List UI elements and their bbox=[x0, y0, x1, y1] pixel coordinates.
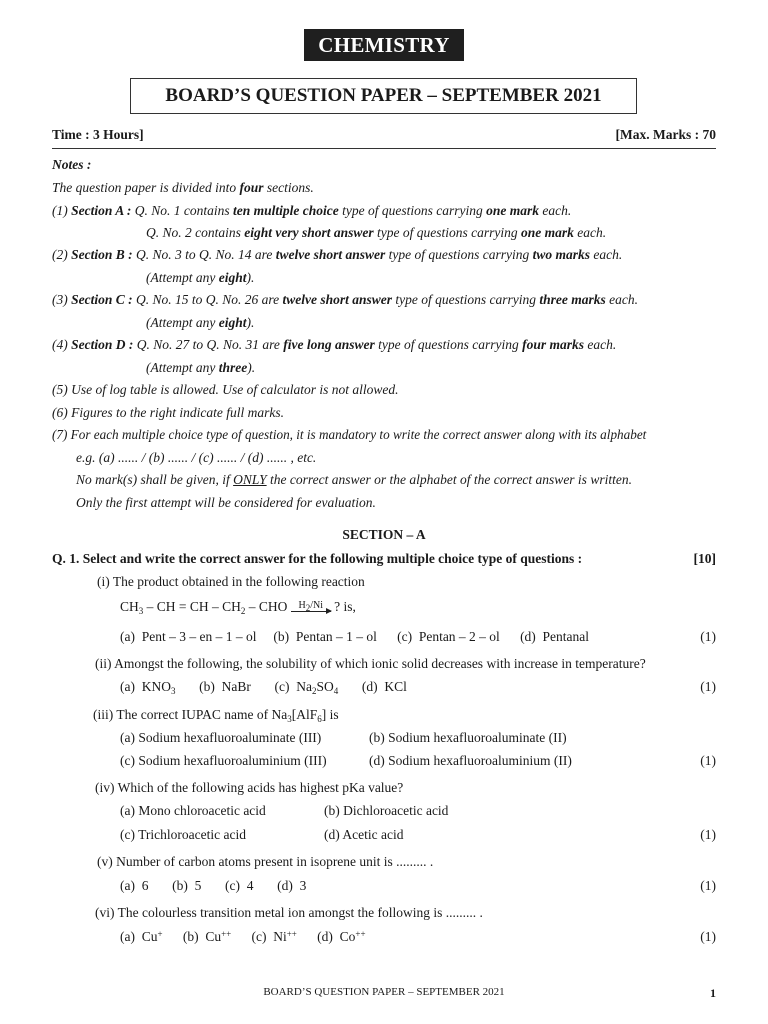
marks-iii: (1) bbox=[700, 753, 716, 768]
footer-text: BOARD’S QUESTION PAPER – SEPTEMBER 2021 bbox=[263, 986, 505, 998]
question-v: (v) Number of carbon atoms present in isoprene unit is ......... . bbox=[97, 854, 434, 869]
question-vi: (vi) The colourless transition metal ion amongst the following is ......... . bbox=[95, 905, 483, 920]
page-number: 1 bbox=[710, 986, 716, 1000]
option-iv-b: (b) Dichloroacetic acid bbox=[324, 803, 449, 818]
marks-ii: (1) bbox=[700, 679, 716, 694]
notes-intro: The question paper is divided into four sections. bbox=[52, 180, 314, 195]
time-label: Time : 3 Hours] bbox=[52, 127, 144, 142]
note-5: (5) Use of log table is allowed. Use of calculator is not allowed. bbox=[52, 382, 399, 397]
note-7c: No mark(s) shall be given, if ONLY the correct answer or the alphabet of the correct answer is written. bbox=[76, 472, 632, 487]
options-v: (a) 6 (b) 5 (c) 4 (d) 3 bbox=[120, 878, 307, 893]
note-2b: (Attempt any eight). bbox=[146, 270, 255, 285]
option-iv-d: (d) Acetic acid bbox=[324, 827, 404, 842]
option-iii-c: (c) Sodium hexafluoroaluminium (III) bbox=[120, 753, 327, 768]
question-i: (i) The product obtained in the following reaction bbox=[97, 574, 365, 589]
note-3: (3) Section C : Q. No. 15 to Q. No. 26 are twelve short answer type of questions carrying three marks each. bbox=[52, 292, 639, 307]
q1-marks: [10] bbox=[693, 551, 716, 566]
option-iv-a: (a) Mono chloroacetic acid bbox=[120, 803, 266, 818]
marks-iv: (1) bbox=[700, 827, 716, 842]
option-iii-b: (b) Sodium hexafluoroaluminate (II) bbox=[369, 730, 567, 745]
note-4: (4) Section D : Q. No. 27 to Q. No. 31 are five long answer type of questions carrying four marks each. bbox=[52, 337, 617, 352]
note-1: (1) Section A : Q. No. 1 contains ten multiple choice type of questions carrying one mark each. bbox=[52, 203, 572, 218]
note-3b: (Attempt any eight). bbox=[146, 315, 255, 330]
notes-heading: Notes : bbox=[52, 157, 92, 172]
question-ii: (ii) Amongst the following, the solubility of which ionic solid decreases with increase in temperature? bbox=[95, 656, 646, 671]
note-2: (2) Section B : Q. No. 3 to Q. No. 14 are twelve short answer type of questions carrying two marks each. bbox=[52, 247, 623, 262]
note-6: (6) Figures to the right indicate full marks. bbox=[52, 405, 284, 420]
section-heading: SECTION – A bbox=[342, 527, 426, 542]
reaction-equation: $CH_3$ – CH = CH – $CH_2$ – CHO $H_2/Ni$ ? is, bbox=[120, 599, 356, 616]
options-i: (a) Pent – 3 – en – 1 – ol (b) Pentan – 1 – ol (c) Pentan – 2 – ol (d) Pentanal bbox=[120, 629, 590, 644]
question-iv: (iv) Which of the following acids has highest pKa value? bbox=[95, 780, 404, 795]
max-marks-label: [Max. Marks : 70 bbox=[615, 127, 716, 142]
options-ii: (a) $KNO_3$ (b) NaBr (c) $Na_2SO_4$ (d) KCl bbox=[120, 679, 407, 696]
paper-subtitle: BOARD’S QUESTION PAPER – SEPTEMBER 2021 bbox=[130, 78, 637, 114]
note-4b: (Attempt any three). bbox=[146, 360, 256, 375]
note-1b: Q. No. 2 contains eight very short answer type of questions carrying one mark each. bbox=[146, 225, 607, 240]
note-7d: Only the first attempt will be considered for evaluation. bbox=[76, 495, 376, 510]
marks-vi: (1) bbox=[700, 929, 716, 944]
options-vi: (a) Cu+ (b) Cu++ (c) Ni++ (d) Co++ bbox=[120, 929, 366, 944]
option-iv-c: (c) Trichloroacetic acid bbox=[120, 827, 246, 842]
option-iii-a: (a) Sodium hexafluoroaluminate (III) bbox=[120, 730, 322, 745]
marks-v: (1) bbox=[700, 878, 716, 893]
option-iii-d: (d) Sodium hexafluoroaluminium (II) bbox=[369, 753, 572, 768]
note-7: (7) For each multiple choice type of question, it is mandatory to write the correct answer along with its alphabet bbox=[52, 427, 647, 442]
q1-heading: Q. 1. Select and write the correct answer for the following multiple choice type of questions : bbox=[52, 551, 583, 566]
marks-i: (1) bbox=[700, 629, 716, 644]
note-7b: e.g. (a) ...... / (b) ...... / (c) ...... / (d) ...... , etc. bbox=[76, 450, 317, 465]
reaction-arrow-icon: $H_2/Ni$ bbox=[291, 601, 331, 612]
question-iii: (iii) The correct IUPAC name of $Na_3[AlF_6]$ is bbox=[93, 707, 339, 724]
page-title: CHEMISTRY bbox=[304, 29, 464, 61]
divider bbox=[52, 148, 716, 149]
